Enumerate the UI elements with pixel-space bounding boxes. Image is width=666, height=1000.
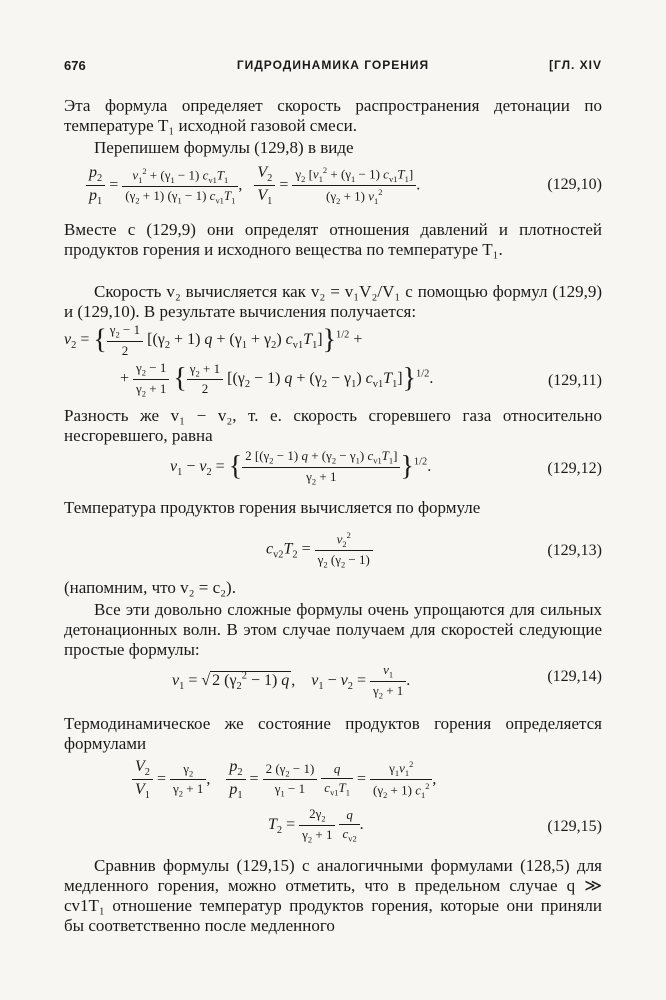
equation-number-129-14: (129,14) xyxy=(547,668,602,685)
equation-number-129-11: (129,11) xyxy=(547,372,602,389)
paragraph-7: (напомним, что v₂ = c₂). xyxy=(64,578,236,597)
running-title: ГИДРОДИНАМИКА ГОРЕНИЯ xyxy=(236,58,430,72)
equation-129-14: $v_1$ = √ 2 $(\gamma_2^2 - 1)$ q , $v_1 - v_2$ = $\frac{v_1}{\gamma_2 + 1}$ . xyxy=(172,662,411,701)
paragraph-8: Все эти довольно сложные формулы очень упрощаются для сильных детонационных волн. В этом случае получаем для скоростей следующие простые формулы: xyxy=(64,600,602,659)
paragraph-4: Скорость v₂ вычисляется как v₂ = v₁V₂/V₁ с помощью формул (129,9) и (129,10). В результате вычисления получается: xyxy=(64,282,602,321)
equation-129-10: $\frac{p_2}{p_1}$ = $\frac{v_1^2 + (\gamma_1 - 1) c_{v1}T_1}{(\gamma_2 + 1) (\gamma_1 - 1) c_{v1}T_1}$ , $\frac{V_2}{V_1}$ = $\frac{\gamma_2 [v_1^2 + (\gamma_1 - 1) c_{v1}T_1]}{(\gamma_2 + 1) v_1^2}$ . xyxy=(86,164,420,207)
paragraph-1: Эта формула определяет скорость распространения детонации по температуре T₁ исходной газовой смеси. xyxy=(64,96,602,135)
equation-number-129-10: (129,10) xyxy=(547,176,602,193)
paragraph-10: Сравнив формулы (129,15) с аналогичными формулами (128,5) для медленного горения, можно отметить, что в предельном случае q ≫ cv1T₁ отношение температур продуктов горения, которые они приняли бы соответственно после медленного xyxy=(64,856,602,935)
page-header xyxy=(64,58,602,78)
equation-129-11-line2: + $\frac{\gamma_2 - 1}{\gamma_2 + 1}$ { $\frac{\gamma_2 + 1}{2}$ [$(\gamma_2 - 1) q + (\gamma_2 - \gamma_1)$ $c_{v1}T_1]\}^{1/2}$. xyxy=(120,360,434,399)
paragraph-5: Разность же v₁ − v₂, т. е. скорость сгоревшего газа относительно несгоревшего, равна xyxy=(64,406,602,445)
paragraph-2: Перепишем формулы (129,8) в виде xyxy=(94,138,354,157)
chapter-label: [ГЛ. XIV xyxy=(549,58,602,72)
equation-number-129-13: (129,13) xyxy=(547,542,602,559)
paragraph-3: Вместе с (129,9) они определят отношения давлений и плотностей продуктов горения и исходного вещества по температуре T₁. xyxy=(64,220,602,259)
equation-129-15-line2: $T_2$ = $\frac{2\gamma_2}{\gamma_2 + 1}$ $\frac{q}{c_{v2}}$ . xyxy=(268,806,364,845)
equation-number-129-12: (129,12) xyxy=(547,460,602,477)
paragraph-6: Температура продуктов горения вычисляется по формуле xyxy=(64,498,481,517)
equation-129-12: $v_1 - v_2$ = { $\frac{2 [(\gamma_2 - 1) q + (\gamma_2 - \gamma_1) c_{v1}T_1]}{\gamma_2 + 1}$ }$^{1/2}$. xyxy=(170,448,432,487)
paragraph-9: Термодинамическое же состояние продуктов горения определяется формулами xyxy=(64,714,602,753)
page-number: 676 xyxy=(64,58,86,73)
equation-number-129-15: (129,15) xyxy=(547,818,602,835)
equation-129-15-line1: $\frac{V_2}{V_1}$ = $\frac{\gamma_2}{\gamma_2 + 1}$ , $\frac{p_2}{p_1}$ = $\frac{2 (\gamma_2 - 1)}{\gamma_1 - 1}$ $\frac{q}{c_{v1}T_1}$ = $\frac{\gamma_1v_1^2}{(\gamma_2 + 1) c_1^2}$ , xyxy=(132,758,436,801)
equation-129-13: $c_{v2}T_2$ = $\frac{v_2^2}{\gamma_2 (\gamma_2 - 1)}$ xyxy=(266,530,373,570)
equation-129-11-line1: $v_2$ = { $\frac{\gamma_2 - 1}{2}$ $[(\gamma_2 + 1) q + (\gamma_1 + \gamma_2) c_{v1}T_1]\}^{1/2}$ + xyxy=(64,322,363,358)
